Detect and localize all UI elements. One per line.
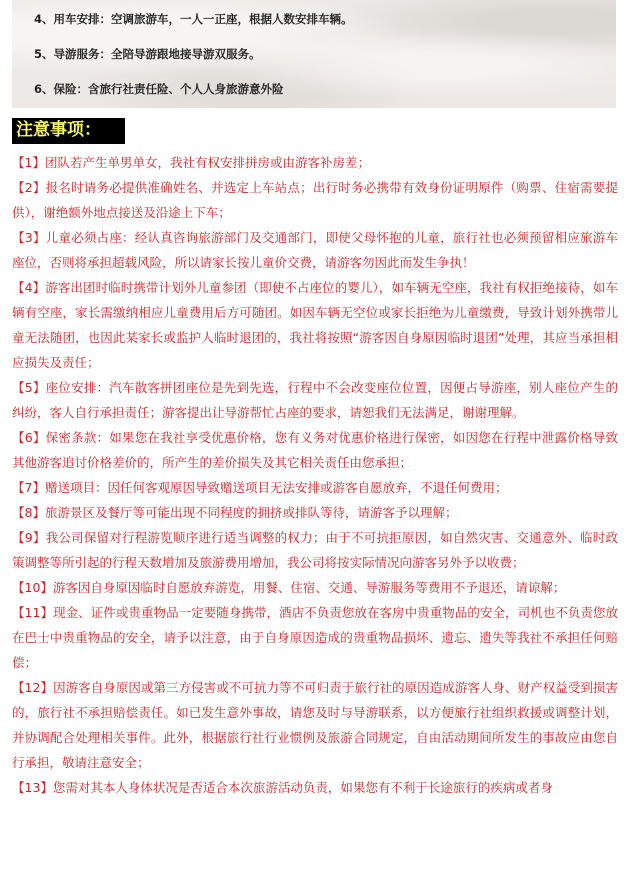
notice-item-11: 【11】现金、证件或贵重物品一定要随身携带，酒店不负责您放在客房中贵重物品的安全，司机也不负责您放在巴士中贵重物品的安全，请予以注意，由于自身原因造成的贵重物品损坏、遗忘、遗失等我社不承担任何赔偿； xyxy=(12,605,618,670)
notice-item-4: 【4】游客出团时临时携带计划外儿童参团（即使不占座位的婴儿），如车辆无空座，我社有权拒绝接待，如车辆有空座，家长需缴纳相应儿童费用后方可随团。如因车辆无空位或家长拒绝为儿童缴费，导致计划外携带儿童无法随团，也因此某家长或监护人临时退团的，我社将按照“游客因自身原因临时退团”处理，其应当承担相应损失及责任； xyxy=(12,280,618,370)
notice-item-7: 【7】赠送项目：因任何客观原因导致赠送项目无法安排或游客自愿放弃，不退任何费用； xyxy=(12,480,508,495)
notice-item-9: 【9】我公司保留对行程游览顺序进行适当调整的权力；由于不可抗拒原因，如自然灾害、交通意外、临时政策调整等所引起的行程天数增加及旅游费用增加，我公司将按实际情况向游客另外予以收费； xyxy=(12,530,618,570)
notice-list xyxy=(12,150,618,800)
notice-item-12: 【12】因游客自身原因或第三方侵害或不可抗力等不可归责于旅行社的原因造成游客人身、财产权益受到损害的，旅行社不承担赔偿责任。如已发生意外事故，请您及时与导游联系，以方便旅行社组织救援或调整计划，并协调配合处理相关事件。此外，根据旅行社行业惯例及旅游合同规定，自由活动期间所发生的事故应由您自行承担，敬请注意安全； xyxy=(12,680,618,770)
notice-item-6: 【6】保密条款：如果您在我社享受优惠价格，您有义务对优惠价格进行保密，如因您在行程中泄露价格导致其他游客追讨价格差价的，所产生的差价损失及其它相关责任由您承担； xyxy=(12,430,618,470)
notice-item-8: 【8】旅游景区及餐厅等可能出现不同程度的拥挤或排队等待，请游客予以理解； xyxy=(12,505,458,520)
notice-item-2: 【2】报名时请务必提供准确姓名、并选定上车站点；出行时务必携带有效身份证明原件（购票、住宿需要提供），谢绝额外地点接送及沿途上下车； xyxy=(12,180,618,220)
notice-item-3: 【3】儿童必须占座：经认真咨询旅游部门及交通部门，即使父母怀抱的儿童，旅行社也必须预留相应旅游车座位，否则将承担超载风险，所以请家长按儿童价交费，请游客勿因此而发生争执！ xyxy=(12,230,618,270)
service-item-guide: 5、导游服务：全陪导游跟地接导游双服务。 xyxy=(34,47,261,61)
notice-item-1: 【1】团队若产生单男单女，我社有权安排拼房或由游客补房差； xyxy=(12,155,370,170)
service-item-insurance: 6、保险：含旅行社责任险、个人人身旅游意外险 xyxy=(34,82,284,96)
notice-heading: 注意事项： xyxy=(12,118,125,142)
notice-item-13: 【13】您需对其本人身体状况是否适合本次旅游活动负责，如果您有不利于长途旅行的疾病或者身 xyxy=(12,780,553,795)
service-item-vehicle: 4、用车安排：空调旅游车，一人一正座，根据人数安排车辆。 xyxy=(34,12,353,26)
notice-heading-underline xyxy=(12,142,125,144)
notice-item-5: 【5】座位安排：汽车散客拼团座位是先到先选，行程中不会改变座位位置，因便占导游座，别人座位产生的纠纷，客人自行承担责任；游客提出让导游帮忙占座的要求，请恕我们无法满足，谢谢理解。 xyxy=(12,380,618,420)
notice-item-10: 【10】游客因自身原因临时自愿放弃游览，用餐、住宿、交通、导游服务等费用不予退还，请谅解； xyxy=(12,580,566,595)
service-info-panel xyxy=(12,0,616,108)
